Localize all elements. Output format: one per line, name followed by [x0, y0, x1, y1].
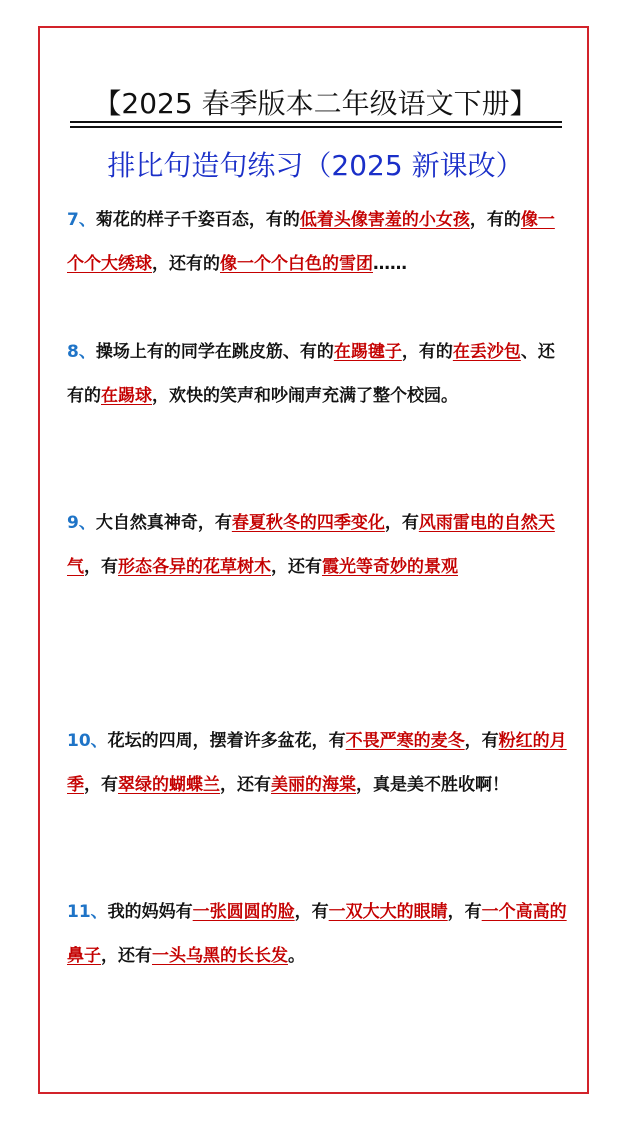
prompt-text: ，还有: [220, 775, 271, 795]
answer-text: 不畏严寒的麦冬: [345, 731, 465, 751]
prompt-text: ，有: [294, 902, 329, 922]
answer-text: 在丢沙包: [452, 342, 521, 362]
answer-text: 像一个个白色的雪团: [220, 254, 373, 274]
answer-text: 在踢球: [101, 386, 152, 406]
prompt-text: ，有的: [401, 342, 453, 362]
prompt-text: 大自然真神奇，有: [95, 513, 232, 533]
title-underline-bottom: [70, 126, 562, 128]
answer-text: 像一个个大绣球: [67, 210, 555, 274]
item-number: 9、: [67, 513, 96, 533]
prompt-text: ，有: [384, 513, 419, 533]
answer-text: 粉红的月季: [67, 731, 567, 795]
prompt-text: 。: [288, 946, 305, 966]
prompt-text: 菊花的样子千姿百态，有的: [95, 210, 300, 230]
answer-text: 形态各异的花草树木: [118, 557, 271, 577]
item-number: 10、: [67, 731, 108, 751]
prompt-text: ，欢快的笑声和吵闹声充满了整个校园。: [152, 386, 458, 406]
prompt-text: ……: [373, 254, 407, 274]
answer-text: 一张圆圆的脸: [192, 902, 295, 922]
prompt-text: ，还有的: [152, 254, 220, 274]
page-title: 【2025 春季版本二年级语文下册】: [93, 87, 538, 120]
title-underline-top: [70, 121, 562, 123]
prompt-text: ，有: [84, 557, 118, 577]
item-number: 11、: [67, 902, 108, 922]
exercise-item: [67, 330, 567, 418]
prompt-text: ，还有: [101, 946, 152, 966]
item-number: 7、: [67, 210, 96, 230]
answer-text: 一个高高的鼻子: [67, 902, 567, 966]
prompt-text: ，真是美不胜收啊！: [356, 775, 509, 795]
answer-text: 春夏秋冬的四季变化: [231, 513, 385, 533]
answer-text: 风雨雷电的自然天气: [67, 513, 555, 577]
prompt-text: 操场上有的同学在跳皮筋、有的: [95, 342, 334, 362]
exercise-item: [67, 719, 567, 807]
answer-text: 霞光等奇妙的景观: [322, 557, 458, 577]
answer-text: 一双大大的眼睛: [328, 902, 448, 922]
prompt-text: ，还有: [271, 557, 322, 577]
prompt-text: 、还有的: [67, 342, 555, 406]
prompt-text: ，有: [447, 902, 482, 922]
exercise-item: [67, 890, 567, 978]
answer-text: 翠绿的蝴蝶兰: [118, 775, 220, 795]
prompt-text: ，有: [464, 731, 499, 751]
prompt-text: 花坛的四周，摆着许多盆花，有: [107, 731, 346, 751]
answer-text: 低着头像害羞的小女孩: [299, 210, 470, 230]
prompt-text: 我的妈妈有: [107, 902, 193, 922]
answer-text: 在踢毽子: [333, 342, 402, 362]
answer-text: 一头乌黑的长长发: [152, 946, 288, 966]
prompt-text: ，有的: [469, 210, 521, 230]
answer-text: 美丽的海棠: [271, 775, 356, 795]
exercise-item: [67, 198, 567, 286]
prompt-text: ，有: [84, 775, 118, 795]
page-subtitle: 排比句造句练习（2025 新课改）: [107, 149, 524, 182]
item-number: 8、: [67, 342, 96, 362]
exercise-item: [67, 501, 567, 589]
